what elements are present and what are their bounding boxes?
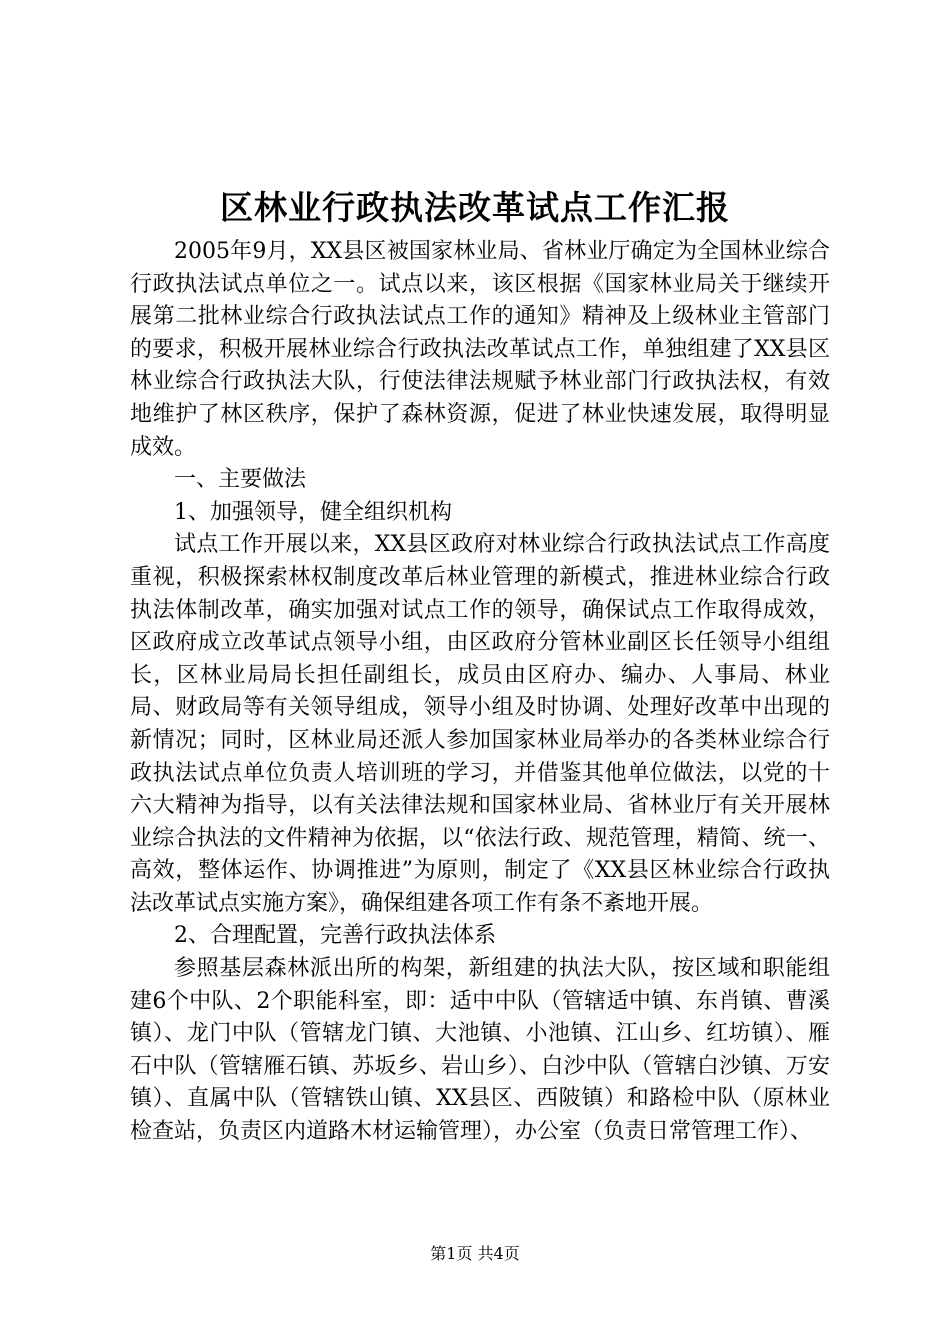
page-footer: 第1页 共4页 [430, 1244, 520, 1263]
leadership-paragraph: 试点工作开展以来，XX县区政府对林业综合行政执法试点工作高度重视，积极探索林权制度改革后林业管理的新模式，推进林业综合行政执法体制改革，确实加强对试点工作的领导，确保试点工作取得成效，区政府成立改革试点领导小组，由区政府分管林业副区长任领导小组组长，区林业局局长担任副组长，成员由区府办、编办、人事局、林业局、财政局等有关领导组成，领导小组及时协调、处理好改革中出现的新情况；同时，区林业局还派人参加国家林业局举办的各类林业综合行政执法试点单位负责人培训班的学习，并借鉴其他单位做法，以党的十六大精神为指导，以有关法律法规和国家林业局、省林业厅有关开展林业综合执法的文件精神为依据，以“依法行政、规范管理，精简、统一、高效，整体运作、协调推进”为原则，制定了《XX县区林业综合行政执法改革试点实施方案》，确保组建各项工作有条不紊地开展。 [130, 532, 830, 916]
configuration-paragraph: 参照基层森林派出所的构架，新组建的执法大队，按区域和职能组建6个中队、2个职能科室，即：适中中队（管辖适中镇、东肖镇、曹溪镇）、龙门中队（管辖龙门镇、大池镇、小池镇、江山乡、红坊镇）、雁石中队（管辖雁石镇、苏坂乡、岩山乡）、白沙中队（管辖白沙镇、万安镇）、直属中队（管辖铁山镇、XX县区、西陂镇）和路检中队（原林业检查站，负责区内道路木材运输管理），办公室（负责日常管理工作）、 [130, 956, 830, 1145]
subsection-heading-leadership: 1、加强领导，健全组织机构 [174, 499, 452, 525]
section-heading-main-practices: 一、主要做法 [174, 467, 307, 493]
subsection-heading-configuration: 2、合理配置，完善行政执法体系 [174, 923, 496, 949]
document-title: 区林业行政执法改革试点工作汇报 [220, 188, 730, 227]
document-body [130, 236, 830, 1149]
intro-paragraph: 2005年9月，XX县区被国家林业局、省林业厅确定为全国林业综合行政执法试点单位之一。试点以来，该区根据《国家林业局关于继续开展第二批林业综合行政执法试点工作的通知》精神及上级林业主管部门的要求，积极开展林业综合行政执法改革试点工作，单独组建了XX县区林业综合行政执法大队，行使法律法规赋予林业部门行政执法权，有效地维护了林区秩序，保护了森林资源，促进了林业快速发展，取得明显成效。 [130, 239, 830, 460]
